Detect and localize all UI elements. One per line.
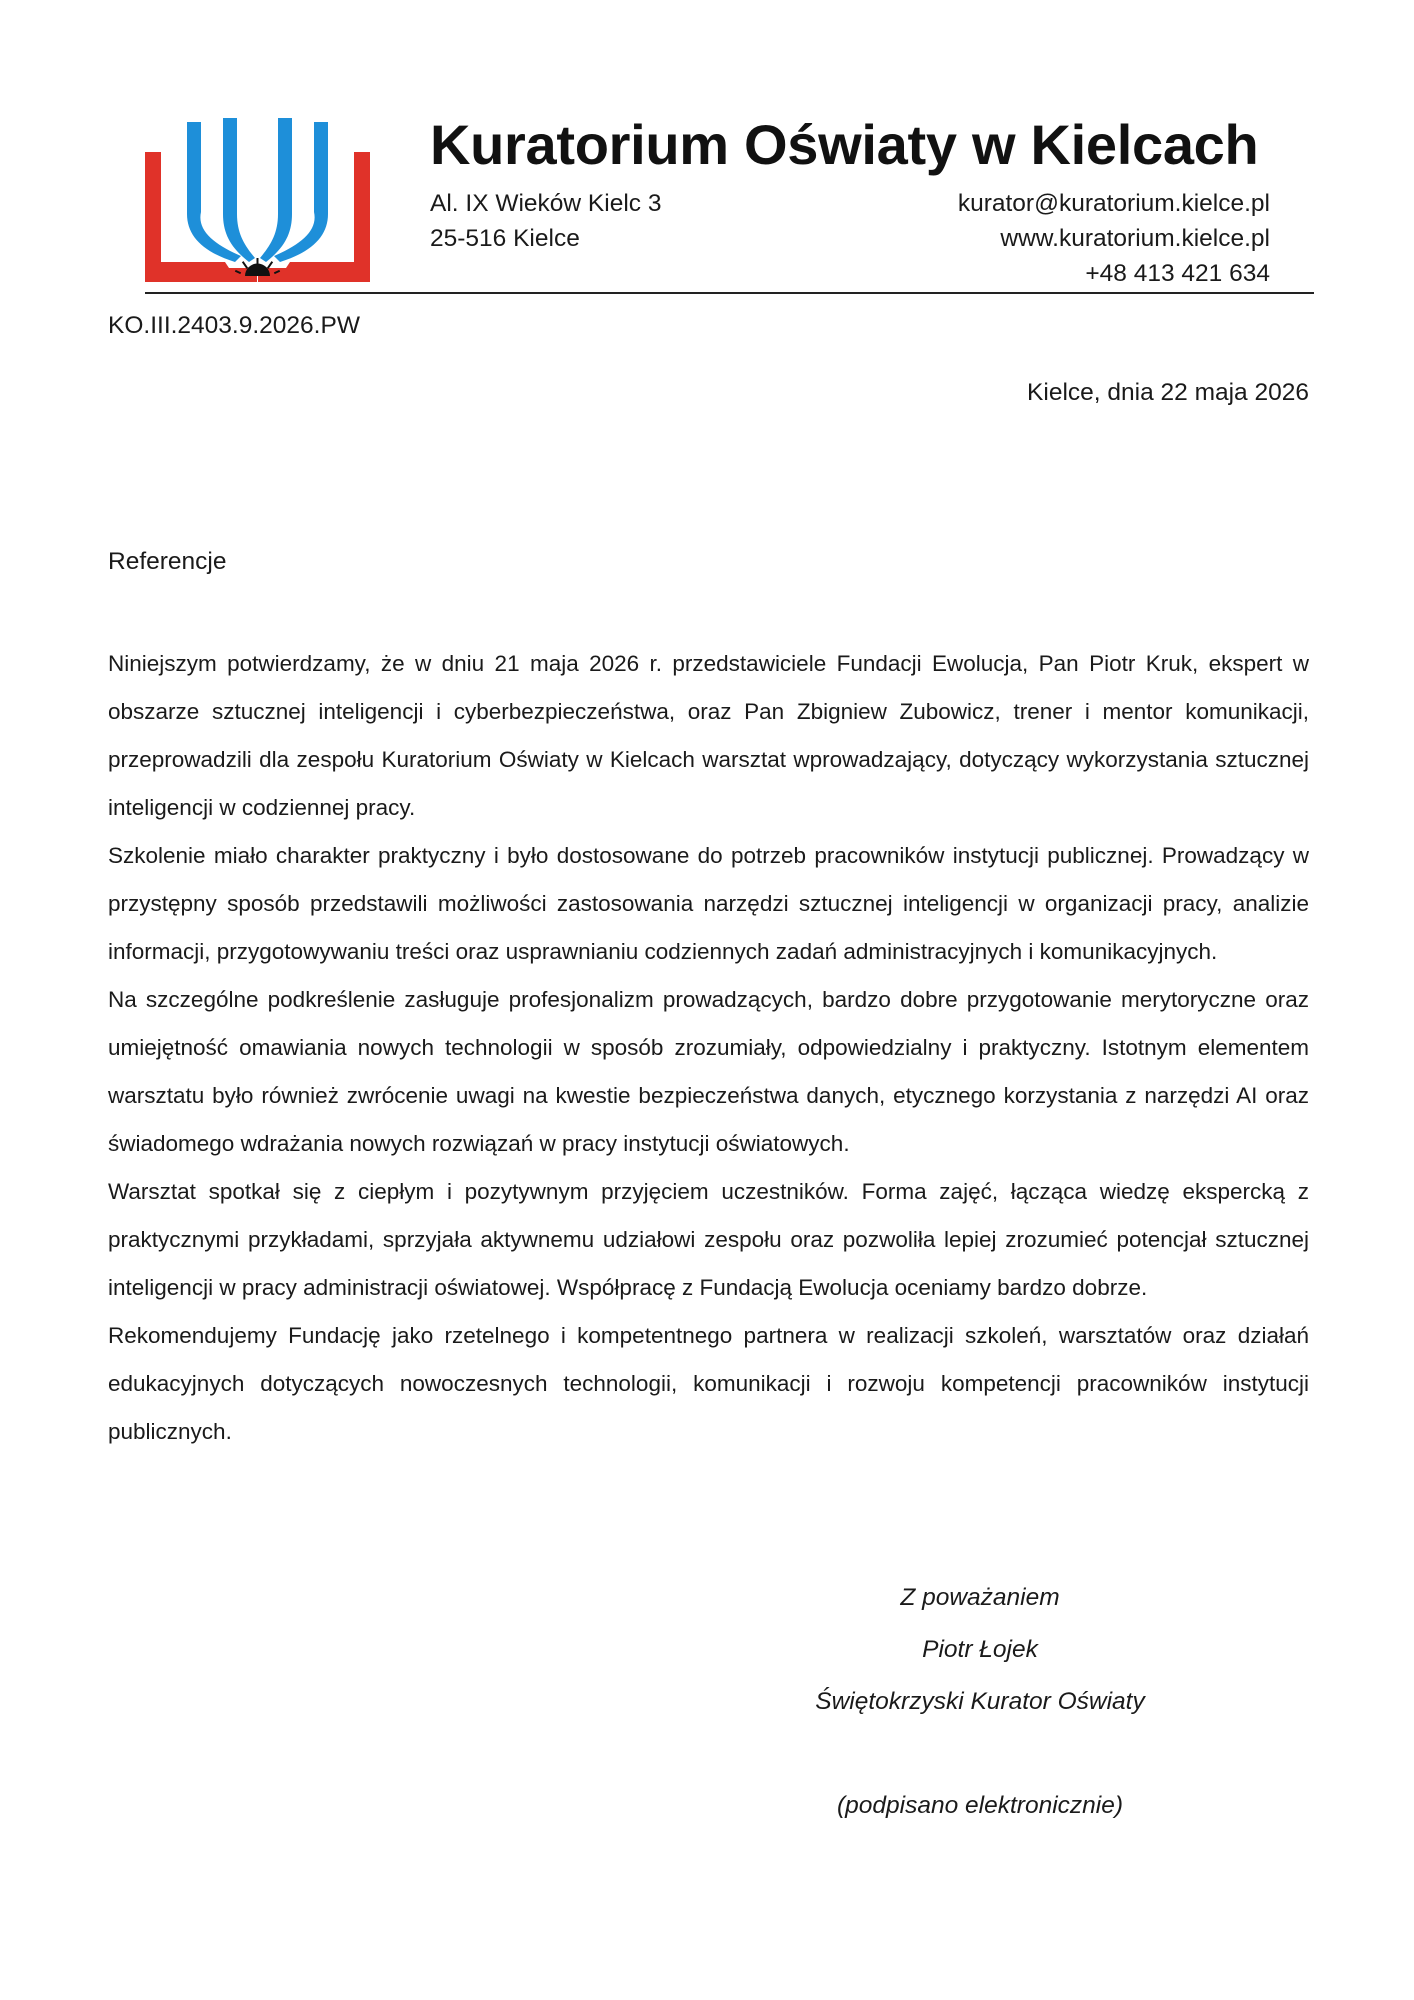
contact-block xyxy=(958,186,1270,291)
address-street: Al. IX Wieków Kielc 3 xyxy=(430,190,662,217)
date-line: Kielce, dnia 22 maja 2026 xyxy=(1027,379,1309,406)
letter-body xyxy=(108,640,1309,1456)
signatory-name: Piotr Łojek xyxy=(922,1636,1038,1663)
contact-website[interactable]: www.kuratorium.kielce.pl xyxy=(1000,225,1270,252)
open-book-logo-icon xyxy=(145,118,370,282)
closing-block xyxy=(780,1572,1180,1832)
address-block xyxy=(430,186,661,256)
body-paragraph: Warsztat spotkał się z ciepłym i pozytywnym przyjęciem uczestników. Forma zajęć, łącząca wiedzę ekspercką z praktycznymi przykładami, sprzyjała aktywnemu udziałowi zespołu oraz pozwoliła lepiej zrozumieć potencjał sztucznej inteligencji w pracy administracji oświatowej. Współpracę z Fundacją Ewolucja oceniamy bardzo dobrze. xyxy=(108,1179,1309,1300)
contact-phone: +48 413 421 634 xyxy=(1085,260,1270,287)
contact-email[interactable]: kurator@kuratorium.kielce.pl xyxy=(957,190,1270,217)
address-city: 25-516 Kielce xyxy=(430,225,580,252)
body-paragraph: Na szczególne podkreślenie zasługuje profesjonalizm prowadzących, bardzo dobre przygotowanie merytoryczne oraz umiejętność omawiania nowych technologii w sposób zrozumiały, odpowiedzialny i praktyczny. Istotnym elementem warsztatu było również zwrócenie uwagi na kwestie bezpieczeństwa danych, etycznego korzystania z narzędzi AI oraz świadomego wdrażania nowych rozwiązań w pracy instytucji oświatowych. xyxy=(108,987,1309,1156)
closing-salutation: Z poważaniem xyxy=(900,1584,1060,1611)
body-paragraph: Niniejszym potwierdzamy, że w dniu 21 maja 2026 r. przedstawiciele Fundacji Ewolucja, Pan Piotr Kruk, ekspert w obszarze sztucznej inteligencji i cyberbezpieczeństwa, oraz Pan Zbigniew Zubowicz, trener i mentor komunikacji, przeprowadzili dla zespołu Kuratorium Oświaty w Kielcach warsztat wprowadzający, dotyczący wykorzystania sztucznej inteligencji w codziennej pracy. xyxy=(108,651,1309,820)
body-paragraph: Rekomendujemy Fundację jako rzetelnego i kompetentnego partnera w realizacji szkoleń, warsztatów oraz działań edukacyjnych dotyczących nowoczesnych technologii, komunikacji i rozwoju kompetencji pracowników instytucji publicznych. xyxy=(108,1323,1309,1444)
letter-subject: Referencje xyxy=(108,548,227,575)
signatory-position: Świętokrzyski Kurator Oświaty xyxy=(815,1688,1145,1715)
reference-number: KO.III.2403.9.2026.PW xyxy=(108,312,360,339)
organization-title: Kuratorium Oświaty w Kielcach xyxy=(430,113,1259,176)
letterhead-divider xyxy=(145,292,1314,294)
body-paragraph: Szkolenie miało charakter praktyczny i było dostosowane do potrzeb pracowników instytucji publicznej. Prowadzący w przystępny sposób przedstawili możliwości zastosowania narzędzi sztucznej inteligencji w organizacji pracy, analizie informacji, przygotowywaniu treści oraz usprawnianiu codziennych zadań administracyjnych i komunikacyjnych. xyxy=(108,843,1309,964)
electronic-signature-note: (podpisano elektronicznie) xyxy=(837,1792,1123,1819)
